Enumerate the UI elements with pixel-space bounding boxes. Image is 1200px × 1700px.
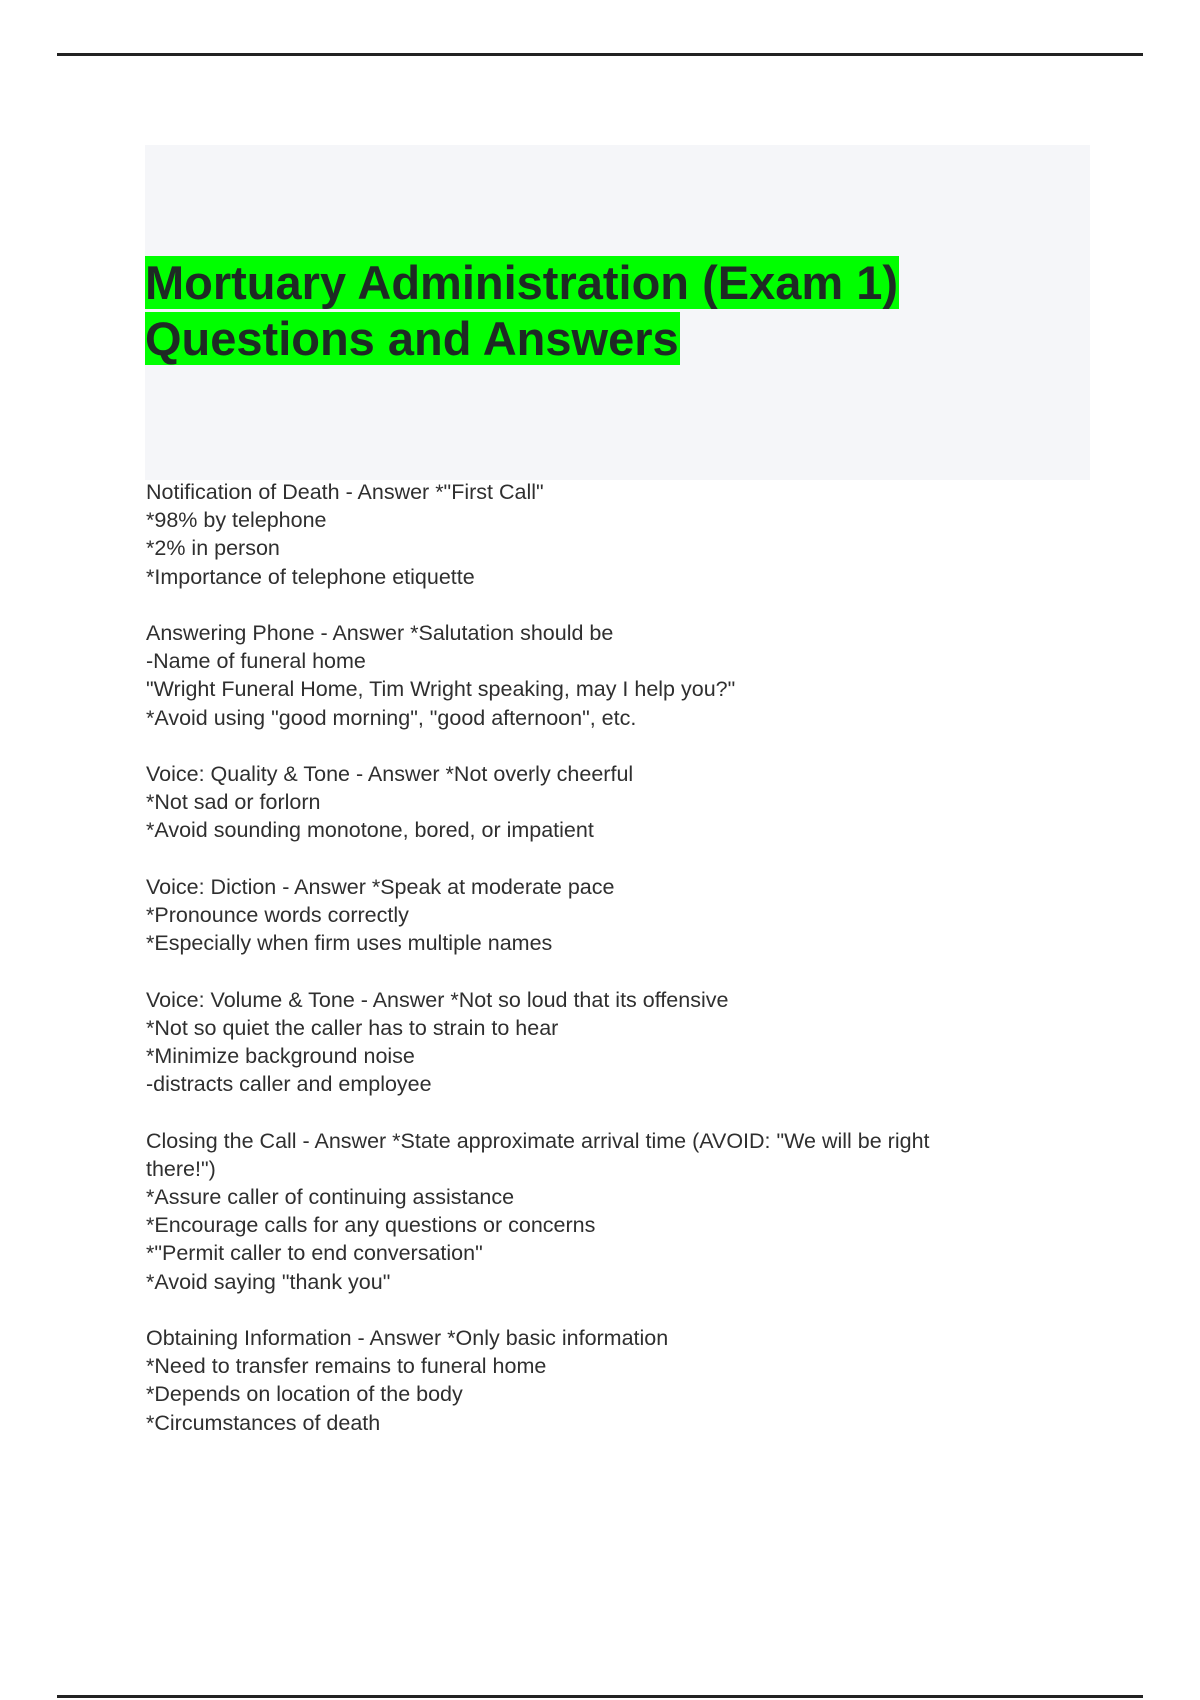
qa-line: *Circumstances of death (146, 1410, 381, 1435)
qa-line: *Pronounce words correctly (146, 903, 409, 927)
qa-item-closing-the-call (146, 1127, 1046, 1296)
qa-item-notification-of-death (146, 478, 1046, 591)
qa-line: *Importance of telephone etiquette (146, 564, 475, 589)
qa-line: -distracts caller and employee (146, 1072, 432, 1097)
qa-line: *Not so quiet the caller has to strain to hear (146, 1015, 559, 1040)
qa-line: Answering Phone - Answer *Salutation should be (146, 621, 614, 645)
qa-line: Notification of Death - Answer *"First Call" (146, 480, 544, 504)
title-highlight-line-1: Mortuary Administration (Exam 1) (145, 256, 898, 309)
qa-line: Obtaining Information - Answer *Only basic information (146, 1326, 669, 1350)
qa-content (146, 478, 1046, 1465)
qa-line: *Assure caller of continuing assistance (146, 1185, 515, 1209)
qa-item-voice-volume-tone (146, 986, 1046, 1099)
qa-line: *Avoid using "good morning", "good afternoon", etc. (146, 705, 637, 730)
qa-line: Voice: Diction - Answer *Speak at moderate pace (146, 874, 615, 899)
qa-line: *Avoid saying "thank you" (146, 1269, 391, 1294)
header-rule (57, 53, 1143, 56)
qa-item-obtaining-information (146, 1324, 1046, 1437)
document-title (145, 255, 899, 367)
qa-line: Voice: Quality & Tone - Answer *Not overly cheerful (146, 762, 634, 786)
title-highlight-line-2: Questions and Answers (145, 312, 679, 365)
qa-line: *Need to transfer remains to funeral home (146, 1354, 547, 1379)
qa-line: *"Permit caller to end conversation" (146, 1241, 483, 1266)
qa-line: there!") (146, 1156, 216, 1181)
qa-line: *Depends on location of the body (146, 1382, 463, 1407)
qa-line: Closing the Call - Answer *State approximate arrival time (AVOID: "We will be right (146, 1128, 930, 1153)
qa-line: *Encourage calls for any questions or concerns (146, 1213, 596, 1238)
qa-line: Voice: Volume & Tone - Answer *Not so loud that its offensive (146, 987, 729, 1012)
qa-line: *Especially when firm uses multiple names (146, 931, 553, 956)
qa-line: *Not sad or forlorn (146, 790, 321, 815)
qa-item-answering-phone (146, 619, 1046, 732)
qa-line: *2% in person (146, 536, 280, 561)
footer-rule (57, 1695, 1143, 1698)
qa-line: *Minimize background noise (146, 1044, 415, 1068)
qa-line: "Wright Funeral Home, Tim Wright speaking, may I help you?" (146, 677, 736, 702)
qa-item-voice-quality-tone (146, 760, 1046, 845)
qa-line: *Avoid sounding monotone, bored, or impatient (146, 818, 594, 843)
qa-line: *98% by telephone (146, 508, 327, 533)
qa-item-voice-diction (146, 873, 1046, 958)
qa-line: -Name of funeral home (146, 649, 366, 674)
